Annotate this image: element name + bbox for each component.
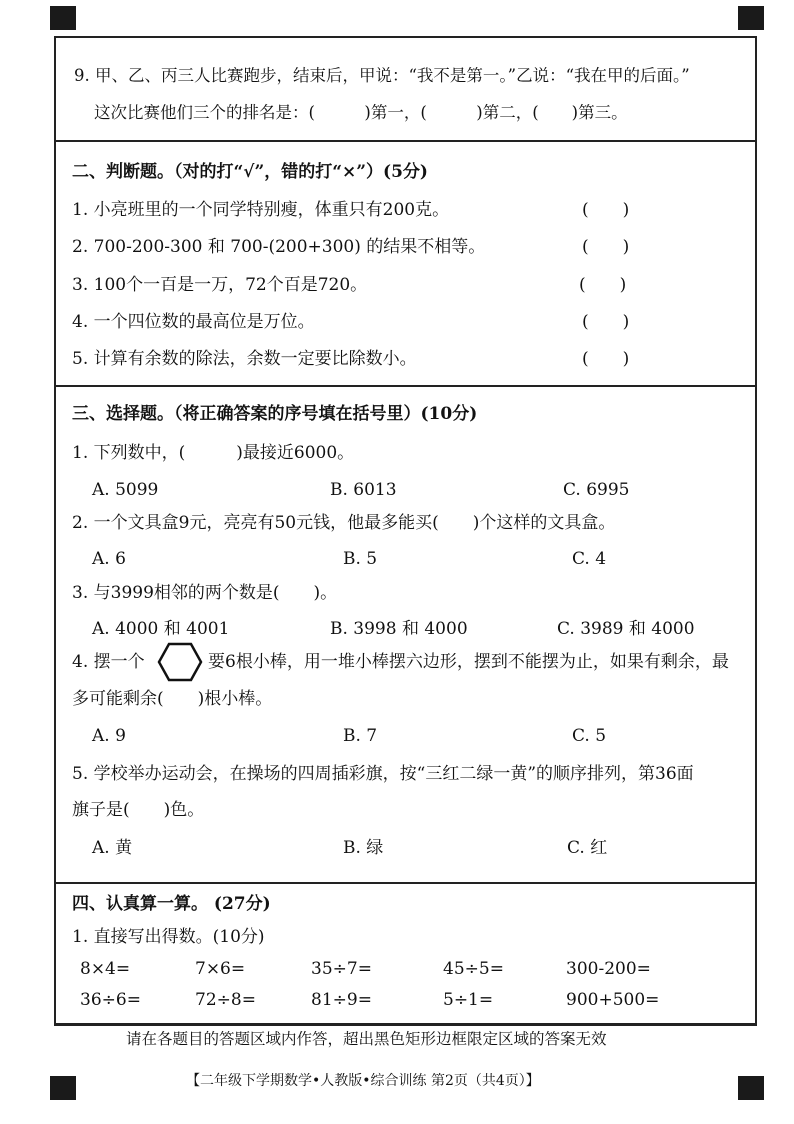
choice-q2-b: B. 5 xyxy=(343,549,378,569)
choice-q3-a: A. 4000 和 4001 xyxy=(92,619,230,639)
choice-q3-stem: 3. 与3999相邻的两个数是( )。 xyxy=(72,583,338,603)
page-footer: 【二年级下学期数学•人教版•综合训练 第2页（共4页）】 xyxy=(186,1073,540,1089)
calc-item: 8×4= xyxy=(80,959,131,979)
answer-area-notice: 请在各题目的答题区域内作答，超出黑色矩形边框限定区域的答案无效 xyxy=(126,1030,607,1048)
calc-item: 900+500= xyxy=(566,990,660,1010)
choice-q1-c: C. 6995 xyxy=(563,480,630,500)
q9-line1: 9. 甲、乙、丙三人比赛跑步，结束后，甲说：“我不是第一。”乙说：“我在甲的后面。” xyxy=(74,66,690,85)
judge-paren-5: ( ) xyxy=(582,349,630,369)
choice-q5-a: A. 黄 xyxy=(92,838,133,858)
calc-item: 7×6= xyxy=(195,959,246,979)
calc-item: 36÷6= xyxy=(80,990,141,1010)
judge-paren-2: ( ) xyxy=(582,237,630,257)
choice-q4-stem-before: 4. 摆一个 xyxy=(72,652,145,672)
calc-item: 81÷9= xyxy=(311,990,372,1010)
choice-q2-stem: 2. 一个文具盒9元，亮亮有50元钱，他最多能买( )个这样的文具盒。 xyxy=(72,513,616,533)
calc-item: 5÷1= xyxy=(443,990,494,1010)
section2-title: 二、判断题。（对的打“√”，错的打“×”）(5分) xyxy=(72,162,428,182)
judge-paren-3: ( ) xyxy=(579,275,627,295)
choice-q5-c: C. 红 xyxy=(567,838,608,858)
choice-q1-stem: 1. 下列数中，( )最接近6000。 xyxy=(72,443,355,463)
judge-item-3: 3. 100个一百是一万，72个百是720。 xyxy=(72,275,368,295)
choice-q2-a: A. 6 xyxy=(92,549,126,569)
divider xyxy=(56,1023,755,1025)
judge-paren-4: ( ) xyxy=(582,312,630,332)
choice-q4-stem-after: 要6根小棒，用一堆小棒摆六边形，摆到不能摆为止，如果有剩余，最 xyxy=(208,652,729,672)
choice-q4-stem-line2: 多可能剩余( )根小棒。 xyxy=(72,689,273,709)
corner-mark-bottom-right xyxy=(738,1076,764,1100)
divider xyxy=(56,140,755,142)
judge-item-4: 4. 一个四位数的最高位是万位。 xyxy=(72,312,315,332)
section4-sub1: 1. 直接写出得数。(10分) xyxy=(72,927,265,947)
choice-q3-b: B. 3998 和 4000 xyxy=(330,619,468,639)
choice-q5-b: B. 绿 xyxy=(343,838,384,858)
calc-item: 300-200= xyxy=(566,959,651,979)
calc-item: 45÷5= xyxy=(443,959,504,979)
choice-q1-a: A. 5099 xyxy=(92,480,159,500)
judge-paren-1: ( ) xyxy=(582,200,630,220)
choice-q1-b: B. 6013 xyxy=(330,480,397,500)
judge-item-2: 2. 700-200-300 和 700-(200+300) 的结果不相等。 xyxy=(72,237,486,257)
choice-q4-b: B. 7 xyxy=(343,726,378,746)
judge-item-1: 1. 小亮班里的一个同学特别瘦，体重只有200克。 xyxy=(72,200,450,220)
choice-q5-stem-line2: 旗子是( )色。 xyxy=(72,800,205,820)
divider xyxy=(56,385,755,387)
section4-title: 四、认真算一算。 (27分) xyxy=(72,894,271,914)
divider xyxy=(56,882,755,884)
choice-q3-c: C. 3989 和 4000 xyxy=(557,619,695,639)
corner-mark-top-right xyxy=(738,6,764,30)
calc-item: 72÷8= xyxy=(195,990,256,1010)
calc-item: 35÷7= xyxy=(311,959,372,979)
q9-line2: 这次比赛他们三个的排名是：( )第一，( )第二，( )第三。 xyxy=(94,103,628,122)
hexagon-icon xyxy=(157,642,203,682)
section3-title: 三、选择题。（将正确答案的序号填在括号里）(10分) xyxy=(72,404,478,424)
choice-q5-stem-line1: 5. 学校举办运动会，在操场的四周插彩旗，按“三红二绿一黄”的顺序排列，第36面 xyxy=(72,764,694,784)
choice-q4-a: A. 9 xyxy=(92,726,126,746)
choice-q4-c: C. 5 xyxy=(572,726,607,746)
corner-mark-bottom-left xyxy=(50,1076,76,1100)
choice-q2-c: C. 4 xyxy=(572,549,607,569)
judge-item-5: 5. 计算有余数的除法，余数一定要比除数小。 xyxy=(72,349,417,369)
corner-mark-top-left xyxy=(50,6,76,30)
